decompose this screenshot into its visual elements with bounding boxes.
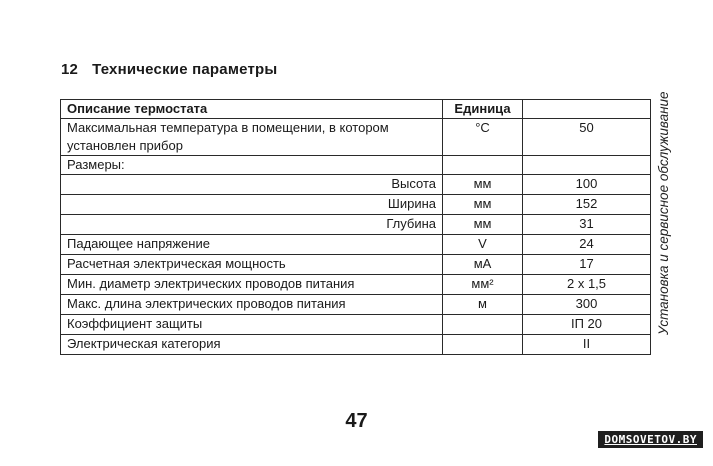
row-unit xyxy=(443,335,523,355)
technical-parameters-table xyxy=(60,99,651,355)
row-value: 50 xyxy=(523,119,651,156)
header-value xyxy=(523,100,651,119)
row-unit: мм² xyxy=(443,275,523,295)
row-description: Максимальная температура в помещении, в котором установлен прибор xyxy=(61,119,443,156)
side-section-label: Установка и сервисное обслуживание xyxy=(656,91,671,335)
table-row xyxy=(61,119,651,156)
row-value: 17 xyxy=(523,255,651,275)
row-value: IП 20 xyxy=(523,315,651,335)
row-unit: м xyxy=(443,295,523,315)
table-row xyxy=(61,156,651,175)
table-header-row xyxy=(61,100,651,119)
table-row xyxy=(61,195,651,215)
row-description: Падающее напряжение xyxy=(61,235,443,255)
table-row xyxy=(61,255,651,275)
row-description: Электрическая категория xyxy=(61,335,443,355)
row-unit: мА xyxy=(443,255,523,275)
row-description: Расчетная электрическая мощность xyxy=(61,255,443,275)
row-description: Мин. диаметр электрических проводов питания xyxy=(61,275,443,295)
watermark: DOMSOVETOV.BY xyxy=(598,431,703,448)
row-unit: мм xyxy=(443,195,523,215)
header-unit: Единица xyxy=(443,100,523,119)
row-value: II xyxy=(523,335,651,355)
row-unit: мм xyxy=(443,215,523,235)
table-row xyxy=(61,275,651,295)
table-row xyxy=(61,235,651,255)
row-value: 300 xyxy=(523,295,651,315)
row-value xyxy=(523,156,651,175)
table-row xyxy=(61,215,651,235)
table-row xyxy=(61,295,651,315)
header-description: Описание термостата xyxy=(61,100,443,119)
row-value: 100 xyxy=(523,175,651,195)
row-value: 2 x 1,5 xyxy=(523,275,651,295)
row-unit: °C xyxy=(443,119,523,156)
section-title-text: Технические параметры xyxy=(92,61,278,78)
row-description: Размеры: xyxy=(61,156,443,175)
page-number: 47 xyxy=(345,410,368,432)
row-value: 152 xyxy=(523,195,651,215)
row-unit xyxy=(443,315,523,335)
table-row xyxy=(61,315,651,335)
row-description: Глубина xyxy=(61,215,443,235)
row-description: Коэффициент защиты xyxy=(61,315,443,335)
section-number: 12 xyxy=(61,61,79,78)
row-unit: мм xyxy=(443,175,523,195)
row-value: 31 xyxy=(523,215,651,235)
table-row xyxy=(61,335,651,355)
row-unit xyxy=(443,156,523,175)
row-unit: V xyxy=(443,235,523,255)
table-row xyxy=(61,175,651,195)
row-description: Высота xyxy=(61,175,443,195)
row-description: Макс. длина электрических проводов питания xyxy=(61,295,443,315)
section-title xyxy=(61,61,277,78)
row-description: Ширина xyxy=(61,195,443,215)
row-value: 24 xyxy=(523,235,651,255)
